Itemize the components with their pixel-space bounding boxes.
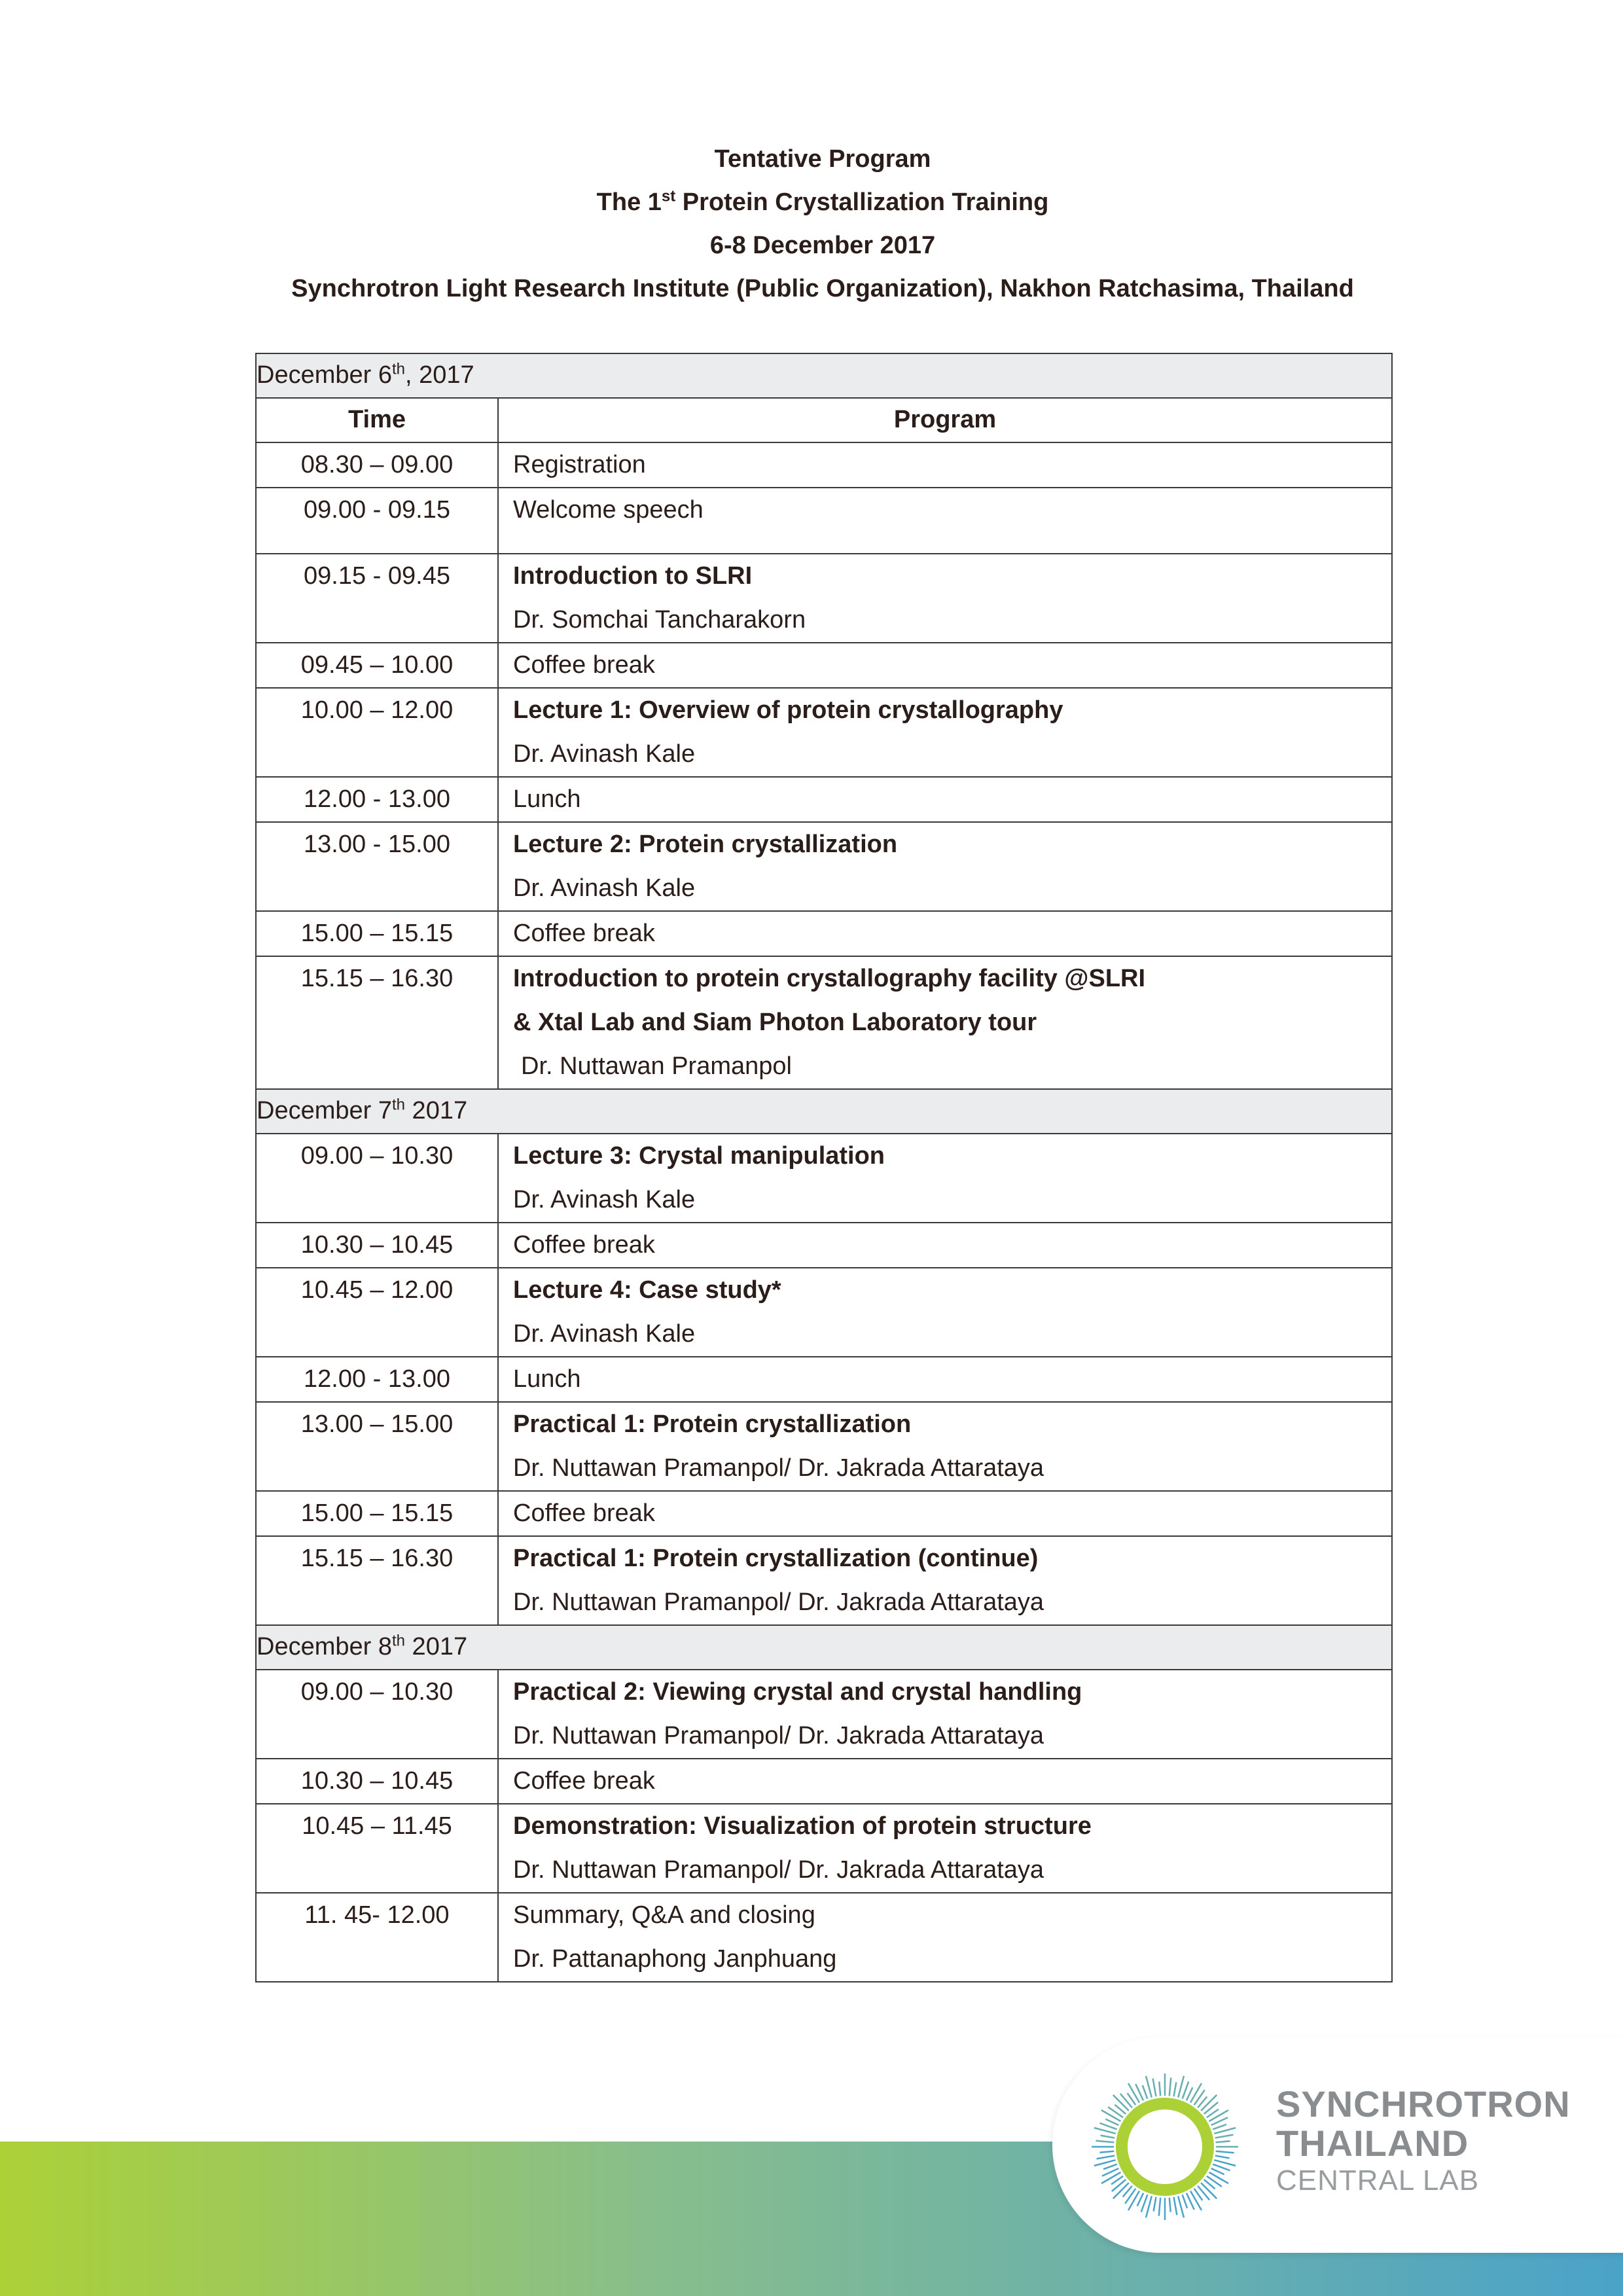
table-row [256, 1491, 1392, 1536]
table-row [256, 1893, 1392, 1982]
session-title: Practical 1: Protein crystallization [513, 1410, 912, 1438]
logo-ray [1201, 2183, 1217, 2198]
logo-ray [1204, 2102, 1218, 2114]
logo-ray [1198, 2186, 1209, 2200]
session-time: 13.00 - 15.00 [256, 822, 498, 911]
logo-ray [1120, 2094, 1132, 2108]
logo-ray [1097, 2156, 1115, 2159]
table-row [256, 1759, 1392, 1804]
logo-ray [1159, 2198, 1160, 2216]
session-title: Introduction to protein crystallography facility @SLRI [513, 965, 1146, 992]
synchrotron-logo-text [1276, 2085, 1571, 2198]
logo-ray [1096, 2141, 1114, 2142]
logo-ring [1122, 2104, 1208, 2190]
table-row [256, 1804, 1392, 1893]
session-title: Coffee break [513, 1231, 655, 1259]
logo-ray [1099, 2151, 1114, 2153]
session-program [498, 1491, 1392, 1536]
session-title: Summary, Q&A and closing [513, 1901, 815, 1929]
session-speaker: Dr. Avinash Kale [513, 740, 696, 768]
training-venue: Synchrotron Light Research Institute (Public Organization), Nakhon Ratchasima, Thailand [291, 275, 1354, 302]
session-title: Lecture 1: Overview of protein crystallography [513, 696, 1063, 724]
day-label: December 7th 2017 [256, 1089, 1392, 1134]
session-program [498, 688, 1392, 777]
logo-ray [1178, 2076, 1184, 2098]
logo-ray [1186, 2087, 1192, 2100]
day-header-row [256, 1089, 1392, 1134]
logo-ray [1190, 2191, 1202, 2210]
session-speaker: Dr. Somchai Tancharakorn [513, 606, 806, 634]
table-row [256, 1402, 1392, 1491]
logo-ray [1101, 2136, 1115, 2138]
session-speaker: Dr. Nuttawan Pramanpol/ Dr. Jakrada Attarataya [513, 1588, 1044, 1616]
session-program [498, 1134, 1392, 1223]
session-title: Practical 2: Viewing crystal and crystal handling [513, 1678, 1082, 1706]
session-time: 09.15 - 09.45 [256, 554, 498, 643]
logo-ray [1216, 2151, 1234, 2153]
table-row [256, 1223, 1392, 1268]
session-title-continued: & Xtal Lab and Siam Photon Laboratory tour [513, 1009, 1037, 1036]
logo-ray [1190, 2083, 1202, 2102]
table-row [256, 1536, 1392, 1625]
table-row [256, 442, 1392, 488]
session-time: 10.45 – 11.45 [256, 1804, 498, 1893]
logo-ray [1101, 2172, 1120, 2183]
table-row [256, 488, 1392, 554]
logo-ray [1094, 2128, 1116, 2134]
logo-ray [1112, 2179, 1126, 2191]
document-title: Tentative Program [714, 145, 931, 173]
session-program [498, 1357, 1392, 1402]
table-row [256, 1357, 1392, 1402]
session-time: 10.00 – 12.00 [256, 688, 498, 777]
session-time: 10.45 – 12.00 [256, 1268, 498, 1357]
logo-ray [1213, 2125, 1226, 2130]
logo-ray [1128, 2083, 1139, 2102]
table-row [256, 554, 1392, 643]
session-title: Coffee break [513, 1767, 655, 1795]
session-speaker: Dr. Nuttawan Pramanpol/ Dr. Jakrada Attarataya [513, 1454, 1044, 1482]
table-row [256, 1134, 1392, 1223]
session-time: 15.00 – 15.15 [256, 1491, 498, 1536]
logo-ray [1137, 2193, 1143, 2206]
session-speaker: Dr. Nuttawan Pramanpol/ Dr. Jakrada Attarataya [513, 1722, 1044, 1749]
logo-ray [1215, 2156, 1230, 2159]
program-table [255, 353, 1393, 1982]
logo-line-central-lab: CENTRAL LAB [1276, 2164, 1480, 2197]
session-title: Demonstration: Visualization of protein structure [513, 1812, 1092, 1840]
logo-ray [1178, 2196, 1184, 2217]
logo-ray [1159, 2081, 1160, 2096]
table-row [256, 1670, 1392, 1759]
session-title: Lunch [513, 785, 581, 813]
session-program [498, 1402, 1392, 1491]
logo-ray [1113, 2183, 1129, 2198]
table-row [256, 777, 1392, 822]
session-time: 11. 45- 12.00 [256, 1893, 498, 1982]
session-program [498, 911, 1392, 956]
session-program [498, 1670, 1392, 1759]
session-time: 09.45 – 10.00 [256, 643, 498, 688]
session-title: Registration [513, 451, 646, 478]
logo-ray [1214, 2160, 1236, 2166]
session-time: 10.30 – 10.45 [256, 1223, 498, 1268]
table-row [256, 822, 1392, 911]
session-speaker: Dr. Avinash Kale [513, 874, 696, 902]
logo-ray [1154, 2197, 1156, 2212]
synchrotron-burst-logo-icon [1083, 2065, 1247, 2229]
session-program [498, 643, 1392, 688]
logo-ray [1174, 2197, 1177, 2215]
session-title: Coffee break [513, 651, 655, 679]
session-time: 09.00 – 10.30 [256, 1134, 498, 1223]
session-program [498, 1759, 1392, 1804]
table-row [256, 643, 1392, 688]
session-program [498, 1893, 1392, 1982]
session-time: 12.00 - 13.00 [256, 777, 498, 822]
day-label: December 8th 2017 [256, 1625, 1392, 1670]
session-speaker: Dr. Nuttawan Pramanpol [521, 1052, 792, 1080]
logo-ray [1146, 2196, 1152, 2217]
session-time: 08.30 – 09.00 [256, 442, 498, 488]
logo-ray [1113, 2095, 1129, 2111]
logo-ray [1209, 2172, 1228, 2183]
logo-ray [1153, 2079, 1156, 2097]
session-title: Lecture 2: Protein crystallization [513, 831, 898, 858]
logo-ray [1209, 2110, 1228, 2121]
logo-ray [1146, 2076, 1152, 2098]
logo-line-synchrotron: SYNCHROTRON [1276, 2083, 1571, 2125]
document-header [0, 137, 1623, 310]
session-title: Introduction to SLRI [513, 562, 753, 590]
session-title: Lecture 4: Case study* [513, 1276, 781, 1304]
logo-ray [1174, 2083, 1177, 2097]
session-program [498, 1804, 1392, 1893]
table-row [256, 688, 1392, 777]
session-time: 09.00 – 10.30 [256, 1670, 498, 1759]
session-program [498, 1268, 1392, 1357]
session-time: 13.00 – 15.00 [256, 1402, 498, 1491]
logo-ray [1105, 2119, 1118, 2125]
logo-ray [1216, 2141, 1230, 2142]
session-time: 15.00 – 15.15 [256, 911, 498, 956]
logo-ray [1201, 2095, 1217, 2111]
session-program [498, 956, 1392, 1089]
session-title: Lecture 3: Crystal manipulation [513, 1142, 885, 1170]
session-time: 10.30 – 10.45 [256, 1759, 498, 1804]
logo-ray [1169, 2198, 1171, 2212]
logo-ray [1128, 2191, 1139, 2210]
table-row [256, 911, 1392, 956]
column-header-row [256, 398, 1392, 442]
session-program [498, 554, 1392, 643]
session-speaker: Dr. Avinash Kale [513, 1186, 696, 1213]
session-program [498, 1223, 1392, 1268]
logo-ray [1169, 2077, 1171, 2096]
session-program [498, 488, 1392, 554]
program-column-header: Program [498, 398, 1392, 442]
session-program [498, 1536, 1392, 1625]
day-header-row [256, 1625, 1392, 1670]
session-speaker: Dr. Pattanaphong Janphuang [513, 1945, 837, 1973]
logo-ray [1214, 2128, 1236, 2134]
session-program [498, 822, 1392, 911]
session-speaker: Dr. Nuttawan Pramanpol/ Dr. Jakrada Attarataya [513, 1856, 1044, 1884]
session-title: Practical 1: Protein crystallization (continue) [513, 1545, 1039, 1572]
table-row [256, 1268, 1392, 1357]
logo-ray [1101, 2110, 1120, 2121]
session-title: Lunch [513, 1365, 581, 1393]
session-program [498, 442, 1392, 488]
training-name: The 1st Protein Crystallization Training [596, 187, 1049, 216]
session-speaker: Dr. Avinash Kale [513, 1320, 696, 1348]
logo-ray [1215, 2135, 1234, 2138]
logo-ray [1094, 2160, 1116, 2166]
session-time: 12.00 - 13.00 [256, 1357, 498, 1402]
logo-ray [1183, 2195, 1188, 2208]
time-column-header: Time [256, 398, 498, 442]
session-title: Coffee break [513, 920, 655, 947]
session-time: 09.00 - 09.15 [256, 488, 498, 554]
logo-ray [1103, 2164, 1117, 2170]
session-program [498, 777, 1392, 822]
session-title: Welcome speech [513, 496, 704, 524]
training-dates: 6-8 December 2017 [709, 232, 936, 259]
session-time: 15.15 – 16.30 [256, 1536, 498, 1625]
day-header-row [256, 353, 1392, 398]
table-row [256, 956, 1392, 1089]
logo-line-thailand: THAILAND [1276, 2123, 1469, 2164]
logo-ray [1211, 2168, 1224, 2174]
session-time: 15.15 – 16.30 [256, 956, 498, 1089]
logo-ray [1143, 2085, 1148, 2099]
day-label: December 6th, 2017 [256, 353, 1392, 398]
session-title: Coffee break [513, 1499, 655, 1527]
